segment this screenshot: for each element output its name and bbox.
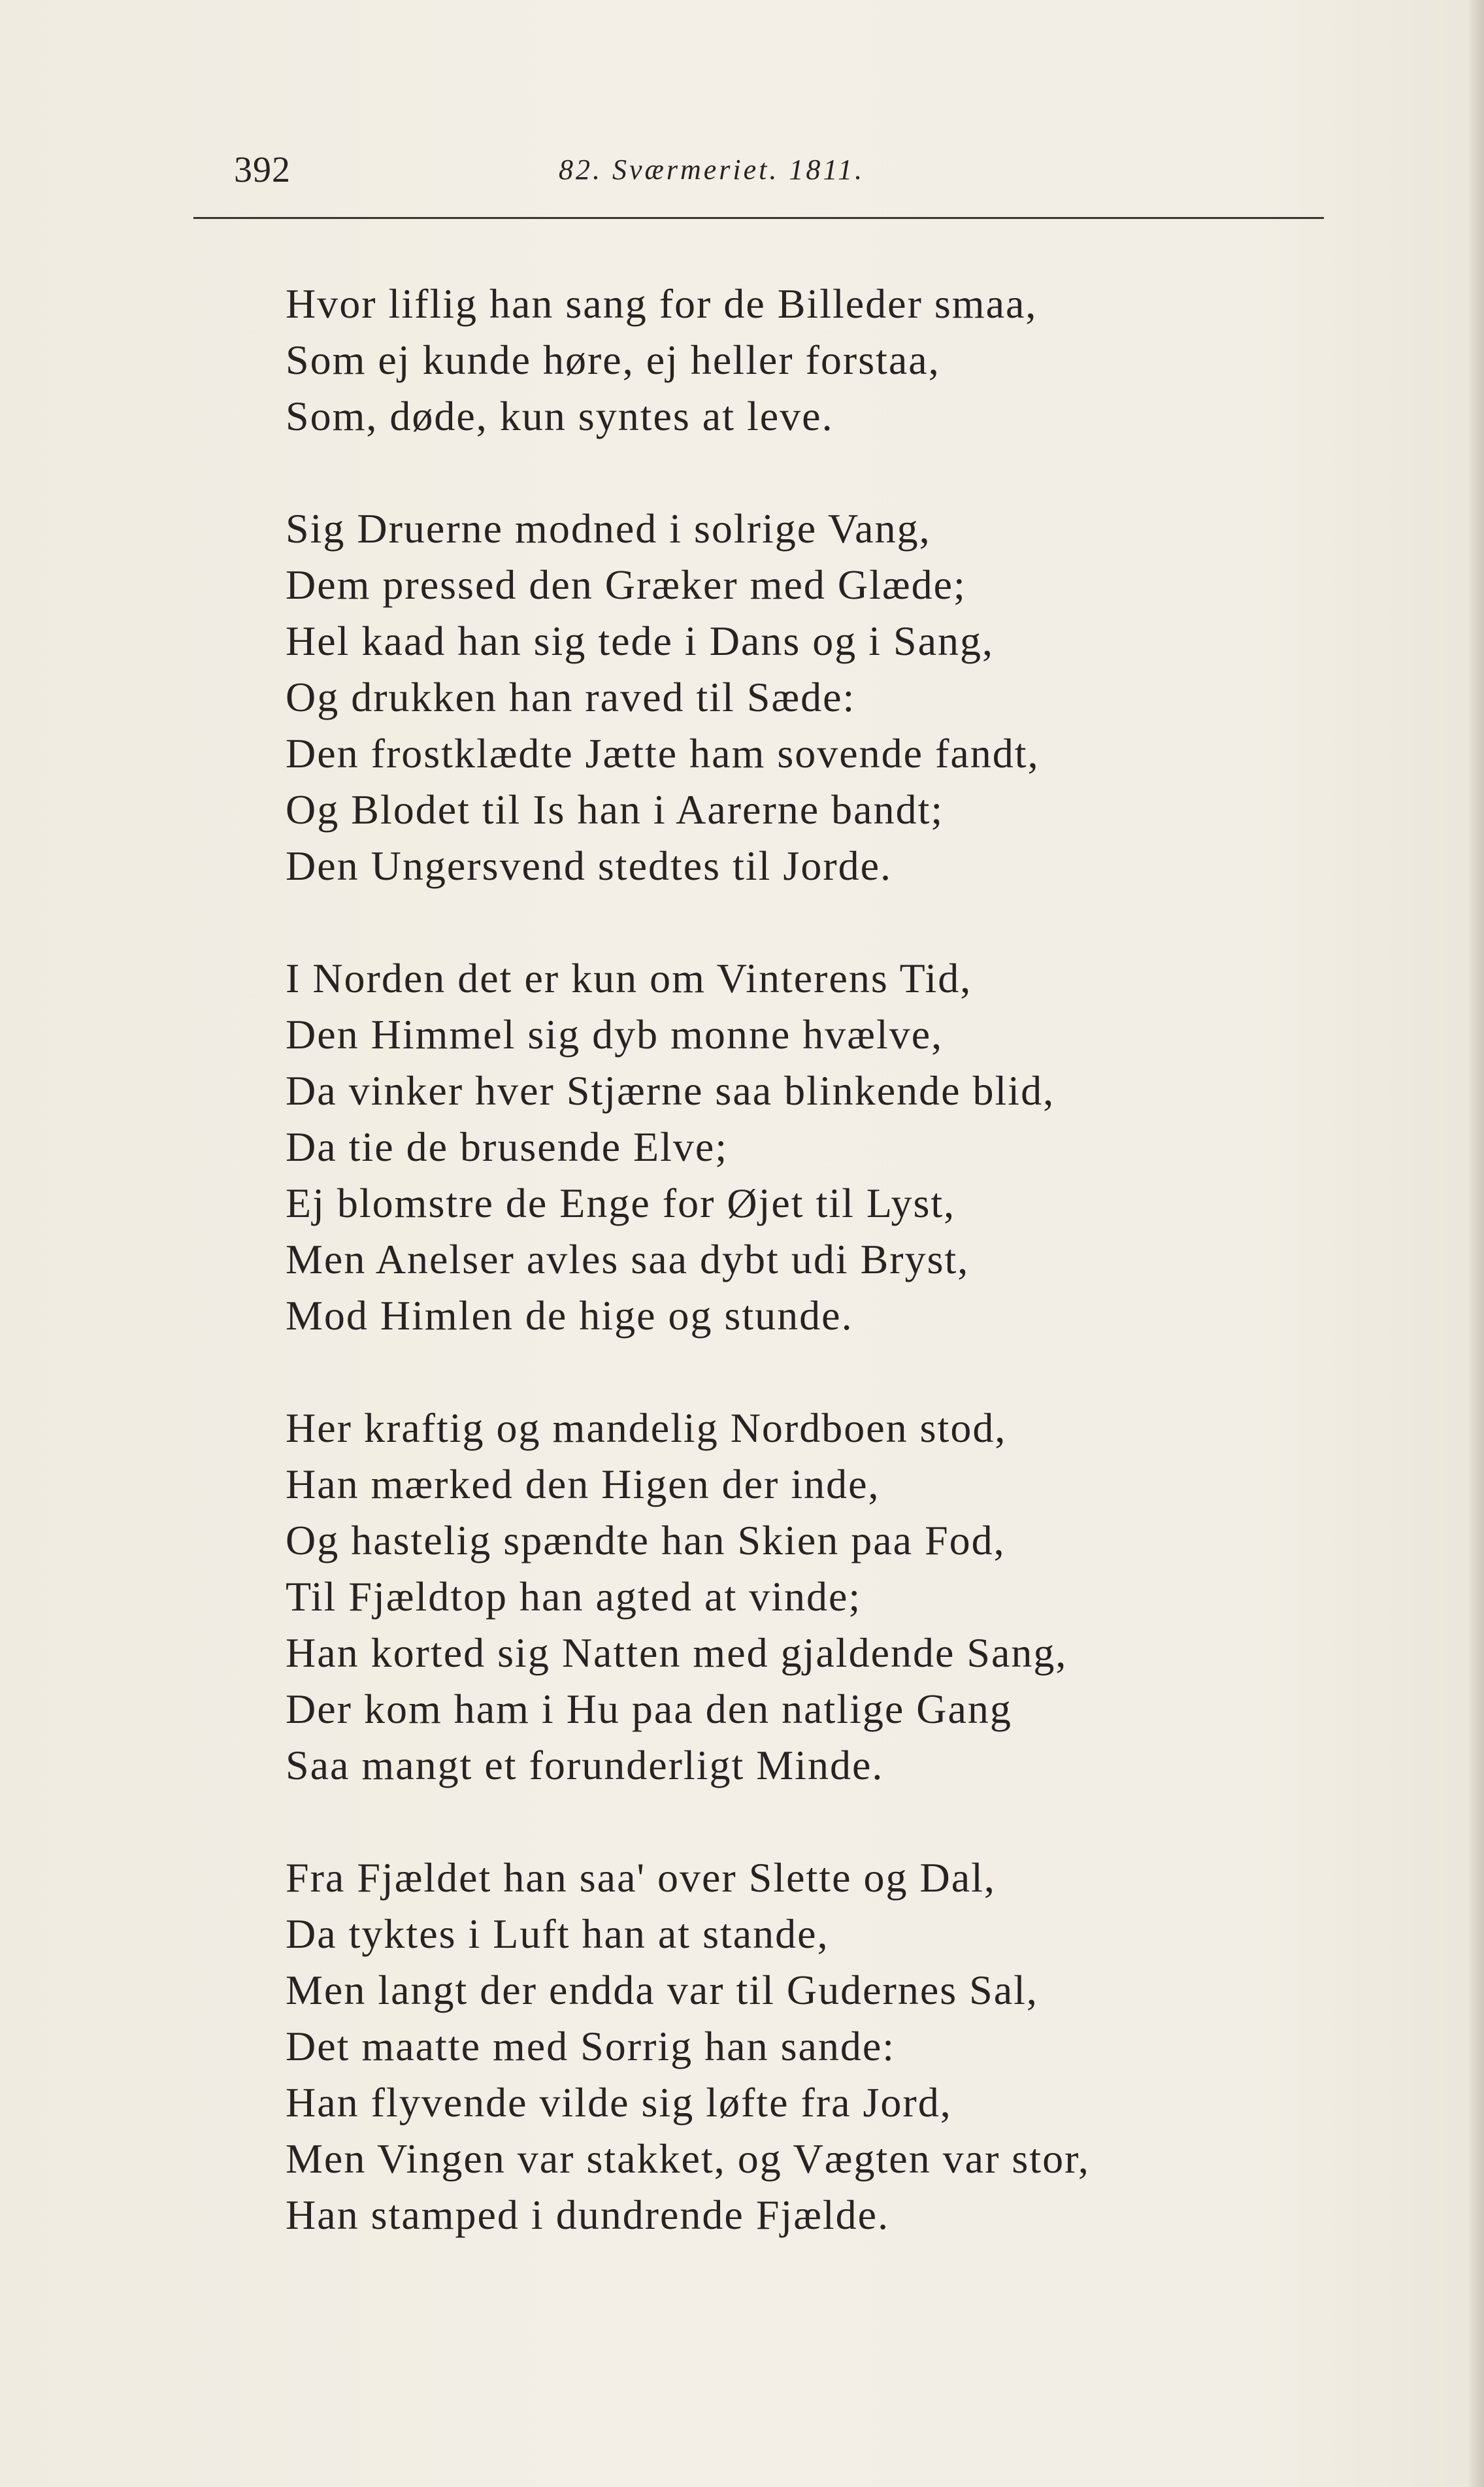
stanza-4 xyxy=(286,1400,1357,1794)
poem-line: Da vinker hver Stjærne saa blinkende blid, xyxy=(286,1067,1055,1114)
page-number: 392 xyxy=(234,150,291,190)
poem-line: Da tyktes i Luft han at stande, xyxy=(286,1911,829,1957)
header-rule xyxy=(193,217,1324,219)
poem-line: Og Blodet til Is han i Aarerne bandt; xyxy=(286,786,944,833)
stanza-3 xyxy=(286,950,1357,1344)
poem-line: Han mærked den Higen der inde, xyxy=(286,1461,880,1507)
poem-line: Den Himmel sig dyb monne hvælve, xyxy=(286,1011,944,1058)
poem-line: Ej blomstre de Enge for Øjet til Lyst, xyxy=(286,1180,956,1226)
stanza-2 xyxy=(286,501,1357,894)
stanza-5 xyxy=(286,1850,1357,2243)
poem-line: Og drukken han raved til Sæde: xyxy=(286,674,856,720)
poem-line: Som, døde, kun syntes at leve. xyxy=(286,393,834,439)
page-header xyxy=(234,149,1175,195)
stanza-1 xyxy=(286,276,1357,444)
poem-line: Da tie de brusende Elve; xyxy=(286,1124,729,1170)
poem-line: Han stamped i dundrende Fjælde. xyxy=(286,2192,890,2238)
running-title: 82. Sværmeriet. 1811. xyxy=(559,154,865,186)
poem-line: Men langt der endda var til Gudernes Sal, xyxy=(286,1967,1038,2013)
poem-line: Men Anelser avles saa dybt udi Bryst, xyxy=(286,1236,970,1282)
poem xyxy=(286,276,1357,2299)
poem-line: Han flyvende vilde sig løfte fra Jord, xyxy=(286,2079,952,2126)
poem-line: Saa mangt et forunderligt Minde. xyxy=(286,1742,884,1788)
poem-line: Der kom ham i Hu paa den natlige Gang xyxy=(286,1686,1012,1732)
poem-line: Han korted sig Natten med gjaldende Sang, xyxy=(286,1629,1068,1676)
poem-line: Som ej kunde høre, ej heller forstaa, xyxy=(286,337,940,383)
poem-line: Den frostklædte Jætte ham sovende fandt, xyxy=(286,730,1040,776)
page-edge-shadow xyxy=(1467,0,1484,2487)
poem-line: Dem pressed den Græker med Glæde; xyxy=(286,561,966,608)
poem-line: Og hastelig spændte han Skien paa Fod, xyxy=(286,1517,1006,1563)
poem-line: Hvor liflig han sang for de Billeder smaa, xyxy=(286,280,1038,327)
poem-line: Hel kaad han sig tede i Dans og i Sang, xyxy=(286,618,994,664)
poem-line: Sig Druerne modned i solrige Vang, xyxy=(286,505,931,552)
poem-line: Til Fjældtop han agted at vinde; xyxy=(286,1573,862,1620)
poem-line: Mod Himlen de hige og stunde. xyxy=(286,1292,853,1339)
poem-line: Her kraftig og mandelig Nordboen stod, xyxy=(286,1405,1007,1451)
poem-line: Fra Fjældet han saa' over Slette og Dal, xyxy=(286,1854,996,1901)
poem-line: Den Ungersvend stedtes til Jorde. xyxy=(286,843,893,889)
poem-line: I Norden det er kun om Vinterens Tid, xyxy=(286,955,972,1001)
poem-line: Men Vingen var stakket, og Vægten var stor, xyxy=(286,2135,1090,2182)
poem-line: Det maatte med Sorrig han sande: xyxy=(286,2023,896,2069)
